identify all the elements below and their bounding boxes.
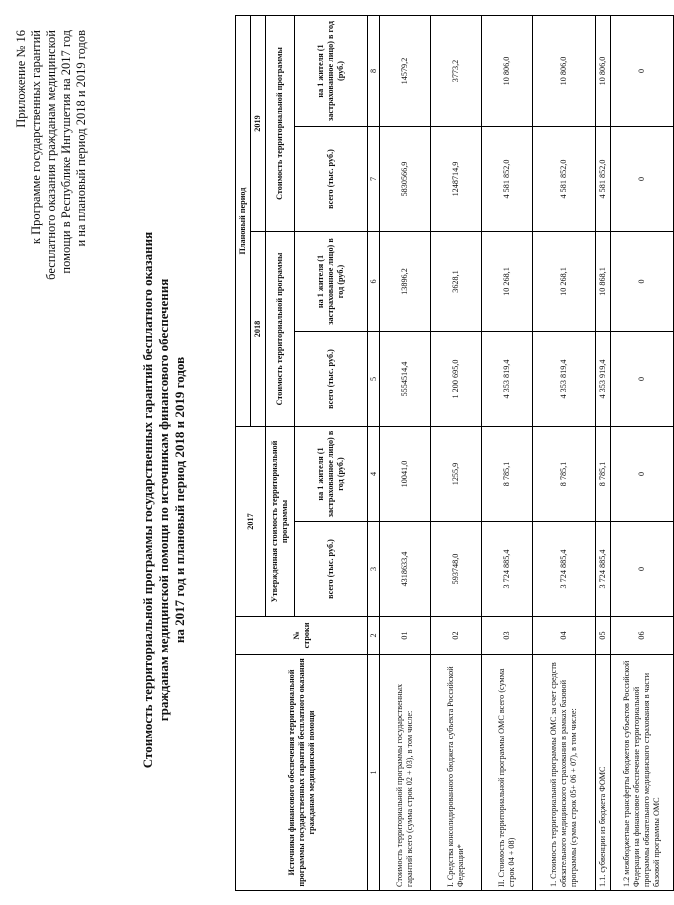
cell-per-capita-2018: 10 868,1 (596, 232, 611, 332)
cell-per-capita-2017: 10041,0 (380, 427, 431, 522)
column-number-row (368, 16, 380, 891)
cell-per-capita-2019: 3773,2 (431, 16, 482, 127)
row-number: 06 (611, 617, 674, 655)
header-total-2019: всего (тыс. руб.) (295, 127, 368, 232)
header-planned-period: Плановый период (236, 16, 251, 427)
cell-per-capita-2017: 8 785,1 (596, 427, 611, 522)
column-number: 2 (368, 617, 380, 655)
header-year-2019: 2019 (251, 16, 266, 232)
cell-total-2019: 0 (611, 127, 674, 232)
column-number: 8 (368, 16, 380, 127)
cell-total-2018: 1 200 695,0 (431, 332, 482, 427)
cell-total-2017: 0 (611, 522, 674, 617)
column-number: 4 (368, 427, 380, 522)
row-source: Стоимость территориальной программы государственных гарантий всего (сумма строк 02 + 03), в том числе: (380, 655, 431, 891)
cell-total-2018: 4 353 819,4 (533, 332, 596, 427)
row-source: 1.1. субвенции из бюджета ФОМС (596, 655, 611, 891)
cell-total-2017: 3 724 885,4 (596, 522, 611, 617)
cell-total-2017: 4318633,4 (380, 522, 431, 617)
row-number: 02 (431, 617, 482, 655)
header-year-2017: 2017 (236, 427, 266, 617)
cell-total-2018: 5554514,4 (380, 332, 431, 427)
cell-per-capita-2017: 0 (611, 427, 674, 522)
header-year-2018: 2018 (251, 232, 266, 427)
cell-per-capita-2019: 10 806,0 (596, 16, 611, 127)
table-row (482, 16, 533, 891)
row-number: 01 (380, 617, 431, 655)
header-source: Источники финансового обеспечения территориальной программы государственных гарантий бесплатного оказания гражданам медицинской помощи (236, 655, 368, 891)
cell-per-capita-2018: 10 268,1 (482, 232, 533, 332)
cell-per-capita-2019: 10 806,0 (482, 16, 533, 127)
table-row (431, 16, 482, 891)
cell-total-2018: 0 (611, 332, 674, 427)
table-row (533, 16, 596, 891)
cell-per-capita-2019: 0 (611, 16, 674, 127)
appendix-line: помощи в Республике Ингушетия на 2017 год (59, 30, 73, 274)
title-line: гражданам медицинской помощи по источникам финансового обеспечения (156, 278, 171, 722)
cell-per-capita-2018: 3628,1 (431, 232, 482, 332)
table-row (611, 16, 674, 891)
row-source: I. Средства консолидированного бюджета субъекта Российской Федерации* (431, 655, 482, 891)
header-program-cost-2019: Стоимость территориальной программы (266, 16, 295, 232)
header-total-2017: всего (тыс. руб.) (295, 522, 368, 617)
cell-total-2017: 3 724 885,4 (533, 522, 596, 617)
cell-per-capita-2018: 0 (611, 232, 674, 332)
appendix-line: и на плановый период 2018 и 2019 годов (74, 30, 88, 247)
row-source: 1. Стоимость территориальной программы ОМС за счет средств обязательного медицинского страхования в рамках базовой программы (сумма строк 05+ 06 + 07), в том числе: (533, 655, 596, 891)
table-row (380, 16, 431, 891)
cell-per-capita-2017: 1255,9 (431, 427, 482, 522)
title-line: на 2017 год и плановый период 2018 и 2019 годов (172, 356, 187, 644)
appendix-note (14, 30, 89, 330)
column-number: 6 (368, 232, 380, 332)
cell-total-2019: 4 581 852,0 (533, 127, 596, 232)
appendix-line: Приложение № 16 (14, 30, 28, 128)
row-source: 1.2 межбюджетные трансферты бюджетов субъектов Российской Федерации на финансовое обеспечение территориальной программы обязательного медицинского страхования в части базовой программы ОМС (611, 655, 674, 891)
table-row (596, 16, 611, 891)
title-line: Стоимость территориальной программы государственных гарантий бесплатного оказания (140, 231, 155, 769)
cell-per-capita-2017: 8 785,1 (482, 427, 533, 522)
cell-total-2019: 5830566,9 (380, 127, 431, 232)
column-number: 1 (368, 655, 380, 891)
header-program-cost-2018: Стоимость территориальной программы (266, 232, 295, 427)
header-approved-cost: Утвержденная стоимость территориальной программы (266, 427, 295, 617)
cell-total-2019: 1248714,9 (431, 127, 482, 232)
column-number: 5 (368, 332, 380, 427)
cell-total-2018: 4 353 819,4 (482, 332, 533, 427)
cell-total-2019: 4 581 852,0 (596, 127, 611, 232)
column-number: 3 (368, 522, 380, 617)
cell-per-capita-2019: 10 806,0 (533, 16, 596, 127)
column-number: 7 (368, 127, 380, 232)
cell-per-capita-2017: 8 785,1 (533, 427, 596, 522)
header-per-capita-2019: на 1 жителя (1 застрахованное лицо) в год (руб.) (295, 16, 368, 127)
header-total-2018: всего (тыс. руб.) (295, 332, 368, 427)
row-source: II. Стоимость территориальной программы ОМС всего (сумма строк 04 + 08) (482, 655, 533, 891)
row-number: 05 (596, 617, 611, 655)
cell-per-capita-2019: 14579,2 (380, 16, 431, 127)
cell-total-2019: 4 581 852,0 (482, 127, 533, 232)
cell-total-2017: 3 724 885,4 (482, 522, 533, 617)
cell-total-2017: 593748,0 (431, 522, 482, 617)
cost-table (235, 15, 674, 891)
appendix-line: к Программе государственных гарантий (29, 30, 43, 245)
row-number: 04 (533, 617, 596, 655)
document-title (140, 205, 188, 795)
header-per-capita-2017: на 1 жителя (1 застрахованное лицо) в год (руб.) (295, 427, 368, 522)
header-row-no: № строки (236, 617, 368, 655)
header-per-capita-2018: на 1 жителя (1 застрахованное лицо) в год (руб.) (295, 232, 368, 332)
row-number: 03 (482, 617, 533, 655)
cell-per-capita-2018: 13896,2 (380, 232, 431, 332)
appendix-line: бесплатного оказания гражданам медицинской (44, 30, 58, 280)
cell-per-capita-2018: 10 268,1 (533, 232, 596, 332)
cell-total-2018: 4 353 919,4 (596, 332, 611, 427)
